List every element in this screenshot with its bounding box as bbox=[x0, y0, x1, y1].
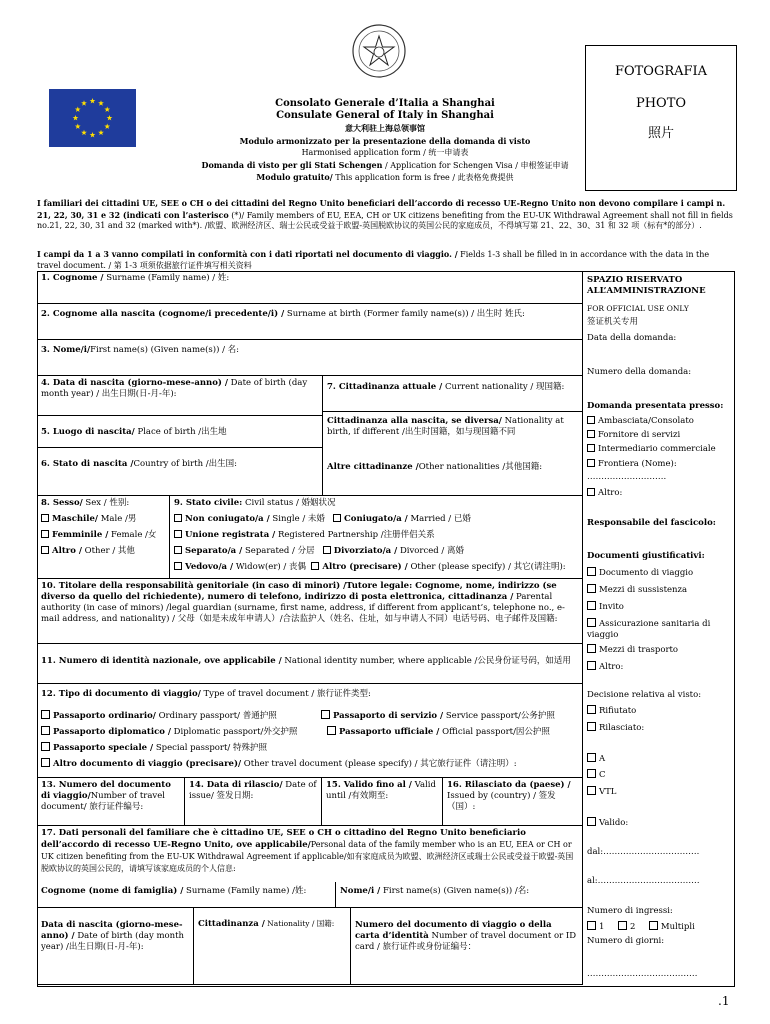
checkbox-icon[interactable] bbox=[587, 488, 595, 496]
civil-status-row-3 bbox=[174, 546, 578, 557]
field-17-date-of-birth[interactable]: Data di nascita (giorno-mese-anno) / Date of birth (day month year) /出生日期(日-月-年): bbox=[37, 908, 194, 985]
registered-partnership-option[interactable]: Unione registrata / Registered Partnership /注册伴侣关系 bbox=[174, 530, 578, 541]
field-12-label: 12. Tipo di documento di viaggio/ Type of travel document / 旅行证件类型: bbox=[41, 689, 371, 699]
intro-note-1: I familiari dei cittadini UE, SEE o CH o dei cittadini del Regno Unito beneficiari dell’accordo di recesso UE-Regno Unito non devono compilare i campi n. 21, 22, 30, 31 e 32 (indicati con l’asterisco (*)/ Family members of EU, EEA, CH or UK citizens benefiting from the EU-UK Withdrawal Agreement shall not fill in fields no.21, 22, 30, 31 and 32 (marked with*). /欧盟、欧洲经济区、瑞士公民或受益于欧盟-英国脱欧协议的英国公民的家庭成员，不得填写第 21、22、30、31 和 32 项（标有*的部分）. bbox=[37, 198, 733, 230]
date-of-application: Data della domanda: bbox=[587, 333, 677, 343]
separated-option[interactable]: Separato/a / Separated / 分居 bbox=[174, 546, 315, 556]
sex-other-option[interactable]: Altro / Other / 其他 bbox=[41, 546, 165, 557]
embassy-option[interactable]: Ambasciata/Consolato bbox=[587, 416, 731, 427]
checkbox-icon[interactable] bbox=[587, 444, 595, 452]
field-17-surname[interactable]: Cognome (nome di famiglia) / Surname (Family name) /姓: bbox=[37, 882, 336, 908]
issued-check[interactable]: Rilasciato: bbox=[587, 722, 731, 734]
service-passport-option[interactable]: Passaporto di servizio / Service passport/公务护照 bbox=[321, 710, 555, 722]
service-provider-option[interactable]: Fornitore di servizi bbox=[587, 430, 731, 441]
diplomatic-passport-option[interactable]: Passaporto diplomatico / Diplomatic passport/外交护照 bbox=[41, 726, 297, 738]
insurance-check[interactable]: Assicurazione sanitaria di viaggio bbox=[587, 619, 711, 640]
lodged-at-label: Domanda presentata presso: bbox=[587, 401, 724, 411]
entries-label: Numero di ingressi: bbox=[587, 906, 673, 916]
checkbox-icon[interactable] bbox=[587, 459, 595, 467]
checkbox-icon[interactable] bbox=[587, 722, 596, 731]
checkbox-icon[interactable] bbox=[587, 644, 596, 653]
checkbox-icon[interactable] bbox=[41, 742, 50, 751]
other-civil-status-option[interactable]: Altro (precisare) / Other (please specify) / 其它(请注明): bbox=[311, 562, 565, 572]
checkbox-icon[interactable] bbox=[587, 786, 596, 795]
module-title-it: Modulo armonizzato per la presentazione della domanda di visto bbox=[239, 136, 531, 146]
checkbox-icon[interactable] bbox=[587, 817, 596, 826]
checkbox-icon[interactable] bbox=[649, 921, 658, 930]
transport-check[interactable]: Mezzi di trasporto bbox=[587, 644, 731, 656]
widowed-option[interactable]: Vedovo/a / Widow(er) / 丧偶 bbox=[174, 562, 306, 572]
field-17-first-names[interactable]: Nome/i / First name(s) (Given name(s)) /名: bbox=[336, 882, 583, 908]
doc-type-row-1 bbox=[41, 710, 578, 726]
checkbox-icon[interactable] bbox=[587, 416, 595, 424]
valid-check[interactable]: Valido: bbox=[587, 817, 731, 829]
checkbox-icon[interactable] bbox=[41, 726, 50, 735]
checkbox-icon[interactable] bbox=[174, 530, 182, 538]
sex-male-option[interactable]: Maschile/ Male /男 bbox=[41, 514, 165, 525]
married-option[interactable]: Coniugato/a / Married / 已婚 bbox=[333, 514, 471, 524]
checkbox-icon[interactable] bbox=[174, 514, 182, 522]
photo-label-en: PHOTO bbox=[635, 96, 687, 111]
field-10-parental-authority[interactable]: 10. Titolare della responsabilità genitoriale (in caso di minori) /Tutore legale: Cognome, nome, indirizzo (se diverso da quello del richiedente), numero di telefono, indirizzo di posta elettronica, cittadinanza / Parental authority (in case of minors) /legal guardian (surname, first name, address, if different from applicant’s, telephone no., e-mail address, and nationality) / 父母（如是未成年申请人）/合法监护人（姓名、住址，如与申请人不同）电话号码、电子邮件及国籍: bbox=[37, 579, 583, 644]
field-9-civil-status bbox=[170, 496, 583, 579]
checkbox-icon[interactable] bbox=[323, 546, 331, 554]
checkbox-icon[interactable] bbox=[587, 584, 596, 593]
checkbox-icon[interactable] bbox=[587, 921, 596, 930]
days-label: Numero di giorni: bbox=[587, 936, 665, 946]
ordinary-passport-option[interactable]: Passaporto ordinario/ Ordinary passport/ 普通护照 bbox=[41, 710, 277, 722]
official-use-panel bbox=[582, 271, 733, 985]
checkbox-icon[interactable] bbox=[41, 514, 49, 522]
field-5-place-of-birth[interactable]: 5. Luogo di nascita/ Place of birth /出生地 bbox=[37, 416, 323, 448]
checkbox-icon[interactable] bbox=[311, 562, 319, 570]
checkbox-icon[interactable] bbox=[587, 705, 596, 714]
consulate-name-it: Consolato Generale d’Italia a Shanghai bbox=[275, 98, 495, 109]
border-option[interactable]: Frontiera (Nome): bbox=[587, 459, 731, 470]
eu-flag-icon bbox=[49, 89, 136, 147]
checkbox-icon[interactable] bbox=[174, 546, 182, 554]
field-15-valid-until[interactable]: 15. Valido fino al / Valid until /有效期至: bbox=[322, 778, 443, 826]
field-6-country-of-birth[interactable]: 6. Stato di nascita /Country of birth /出生国: bbox=[37, 448, 323, 496]
checkbox-icon[interactable] bbox=[587, 618, 596, 627]
photo-label-it: FOTOGRAFIA bbox=[614, 64, 708, 79]
field-4-date-of-birth[interactable]: 4. Data di nascita (giorno-mese-anno) / Date of birth (day month year) / 出生日期(日-月-年): bbox=[37, 376, 323, 416]
entries-2-option[interactable]: 2 bbox=[618, 922, 635, 932]
official-use-label: FOR OFFICIAL USE ONLY bbox=[587, 304, 689, 313]
visa-decision-label: Decisione relativa al visto: bbox=[587, 690, 702, 700]
application-number: Numero della domanda: bbox=[587, 367, 692, 377]
checkbox-icon[interactable] bbox=[587, 753, 596, 762]
entries-multiple-option[interactable]: Multipli bbox=[649, 922, 695, 932]
doc-type-row-2 bbox=[41, 726, 578, 742]
handled-by-label: Responsabile del fascicolo: bbox=[587, 518, 716, 528]
field-13-travel-doc-number[interactable]: 13. Numero del documento di viaggio/Number of travel document/ 旅行证件编号: bbox=[37, 778, 185, 826]
consulate-name-en: Consulate General of Italy in Shanghai bbox=[276, 110, 494, 121]
admin-title: SPAZIO RISERVATO ALL’AMMINISTRAZIONE bbox=[587, 275, 706, 296]
photo-box bbox=[585, 45, 737, 191]
civil-status-row-4 bbox=[174, 562, 578, 573]
field-8-label: 8. Sesso/ Sex / 性别: bbox=[41, 498, 130, 508]
italian-emblem-icon bbox=[350, 22, 408, 80]
checkbox-icon[interactable] bbox=[587, 430, 595, 438]
visa-type-a[interactable]: A bbox=[587, 753, 731, 765]
checkbox-icon[interactable] bbox=[41, 546, 49, 554]
civil-status-row-1 bbox=[174, 514, 578, 525]
other-location-option[interactable]: Altro: bbox=[587, 488, 731, 499]
checkbox-icon[interactable] bbox=[587, 661, 596, 670]
checkbox-icon[interactable] bbox=[618, 921, 627, 930]
checkbox-icon[interactable] bbox=[587, 601, 596, 610]
supporting-docs-label: Documenti giustificativi: bbox=[587, 551, 705, 561]
intermediary-option[interactable]: Intermediario commerciale bbox=[587, 444, 731, 455]
field-17-family-member-data: 17. Dati personali del familiare che è cittadino UE, SEE o CH o cittadino del Regno Unito beneficiario dell’accordo di recesso UE-Regno Unito, ove applicabile/Personal data of the family member who is an EU, EEA or CH or UK citizen benefiting from the EU-UK Withdrawal Agreement if applicable/如有家庭成员为欧盟、欧洲经济区或瑞士公民或受益于欧盟-英国脱欧协议的英国公民的，请填写该家庭成员的个人信息: bbox=[37, 826, 583, 882]
module-title-en: Harmonised application form / 统一申请表 bbox=[301, 148, 469, 157]
field-8-sex bbox=[37, 496, 170, 579]
valid-from-line: dal:……………………………. bbox=[587, 847, 700, 857]
field-16-issued-by[interactable]: 16. Rilasciato da (paese) / Issued by (country) / 签发（国）: bbox=[443, 778, 583, 826]
checkbox-icon[interactable] bbox=[41, 758, 50, 767]
intro-note-2: I campi da 1 a 3 vanno compilati in conformità con i dati riportati nel documento di viaggio. / Fields 1-3 shall be filled in in accordance with the data in the travel document. / 第 1-3 项须依据旅行证件填写相关资料 bbox=[37, 249, 710, 270]
free-form-note: Modulo gratuito/ This application form is free / 此表格免费提供 bbox=[256, 172, 514, 182]
means-check[interactable]: Mezzi di sussistenza bbox=[587, 584, 731, 596]
checkbox-icon[interactable] bbox=[587, 567, 596, 576]
checkbox-icon[interactable] bbox=[333, 514, 341, 522]
photo-label-zh: 照片 bbox=[647, 126, 674, 141]
field-17-nationality[interactable]: Cittadinanza / Nationality / 国籍: bbox=[194, 908, 351, 985]
checkbox-icon[interactable] bbox=[321, 710, 330, 719]
checkbox-icon[interactable] bbox=[41, 710, 50, 719]
checkbox-icon[interactable] bbox=[327, 726, 336, 735]
divorced-option[interactable]: Divorziato/a / Divorced / 离婚 bbox=[323, 546, 464, 556]
field-14-date-of-issue[interactable]: 14. Data di rilascio/ Date of issue/ 签发日期: bbox=[185, 778, 322, 826]
field-12-travel-document-type bbox=[37, 684, 583, 778]
visa-type-vtl[interactable]: VTL bbox=[587, 786, 731, 798]
field-7-nationality[interactable]: 7. Cittadinanza attuale / Current nationality / 现国籍: bbox=[323, 376, 583, 412]
field-11-national-id[interactable]: 11. Numero di identità nazionale, ove applicabile / National identity number, where applicable /公民身份证号码，如适用 bbox=[37, 644, 583, 684]
field-2-surname-at-birth[interactable]: 2. Cognome alla nascita (cognome/i precedente/i) / Surname at birth (Former family name(s)) / 出生时 姓氏: bbox=[37, 304, 583, 340]
border-name-line: ………………………. bbox=[587, 472, 667, 482]
checkbox-icon[interactable] bbox=[41, 530, 49, 538]
field-3-first-names[interactable]: 3. Nome/i/First name(s) (Given name(s)) / 名: bbox=[37, 340, 583, 376]
refused-check[interactable]: Rifiutato bbox=[587, 705, 731, 717]
valid-until-line: al:……………………………… bbox=[587, 876, 700, 886]
single-option[interactable]: Non coniugato/a / Single / 未婚 bbox=[174, 514, 325, 524]
field-17-id-document-number[interactable]: Numero del documento di viaggio o della carta d’identità Number of travel document or ID card / 旅行证件或身份证编号： bbox=[351, 908, 583, 985]
sex-female-option[interactable]: Femminile / Female /女 bbox=[41, 530, 165, 541]
official-use-label-zh: 签证机关专用 bbox=[587, 317, 639, 327]
consulate-name-zh: 意大利驻上海总领事馆 bbox=[345, 123, 425, 133]
entries-1-option[interactable]: 1 bbox=[587, 922, 604, 932]
field-1-surname[interactable]: 1. Cognome / Surname (Family name) / 姓: bbox=[37, 271, 583, 304]
page-number: .1 bbox=[718, 994, 730, 1008]
visa-type-c[interactable]: C bbox=[587, 769, 731, 781]
invitation-check[interactable]: Invito bbox=[587, 601, 731, 613]
official-passport-option[interactable]: Passaporto ufficiale / Official passport/因公护照 bbox=[327, 726, 550, 738]
travel-doc-check[interactable]: Documento di viaggio bbox=[587, 567, 731, 579]
checkbox-icon[interactable] bbox=[587, 769, 596, 778]
field-9-label: 9. Stato civile: Civil status / 婚姻状况 bbox=[174, 498, 336, 508]
special-passport-option[interactable]: Passaporto speciale / Special passport/ 特殊护照 bbox=[41, 742, 578, 758]
entries-options bbox=[587, 921, 731, 933]
field-7-nationality-at-birth[interactable]: Cittadinanza alla nascita, se diversa/ Nationality at birth, if different /出生时国籍，如与现国籍不同 bbox=[323, 412, 583, 456]
checkbox-icon[interactable] bbox=[174, 562, 182, 570]
days-line: ………………………………… bbox=[587, 969, 698, 979]
other-doc-check[interactable]: Altro: bbox=[587, 661, 731, 673]
field-7-other-nationalities[interactable]: Altre cittadinanze /Other nationalities /其他国籍: bbox=[323, 456, 583, 496]
request-title: Domanda di visto per gli Stati Schengen / Application for Schengen Visa / 申根签证申请 bbox=[201, 160, 569, 170]
other-travel-doc-option[interactable]: Altro documento di viaggio (precisare)/ Other travel document (please specify) / 其它旅行证件（请注明）: bbox=[41, 758, 578, 772]
